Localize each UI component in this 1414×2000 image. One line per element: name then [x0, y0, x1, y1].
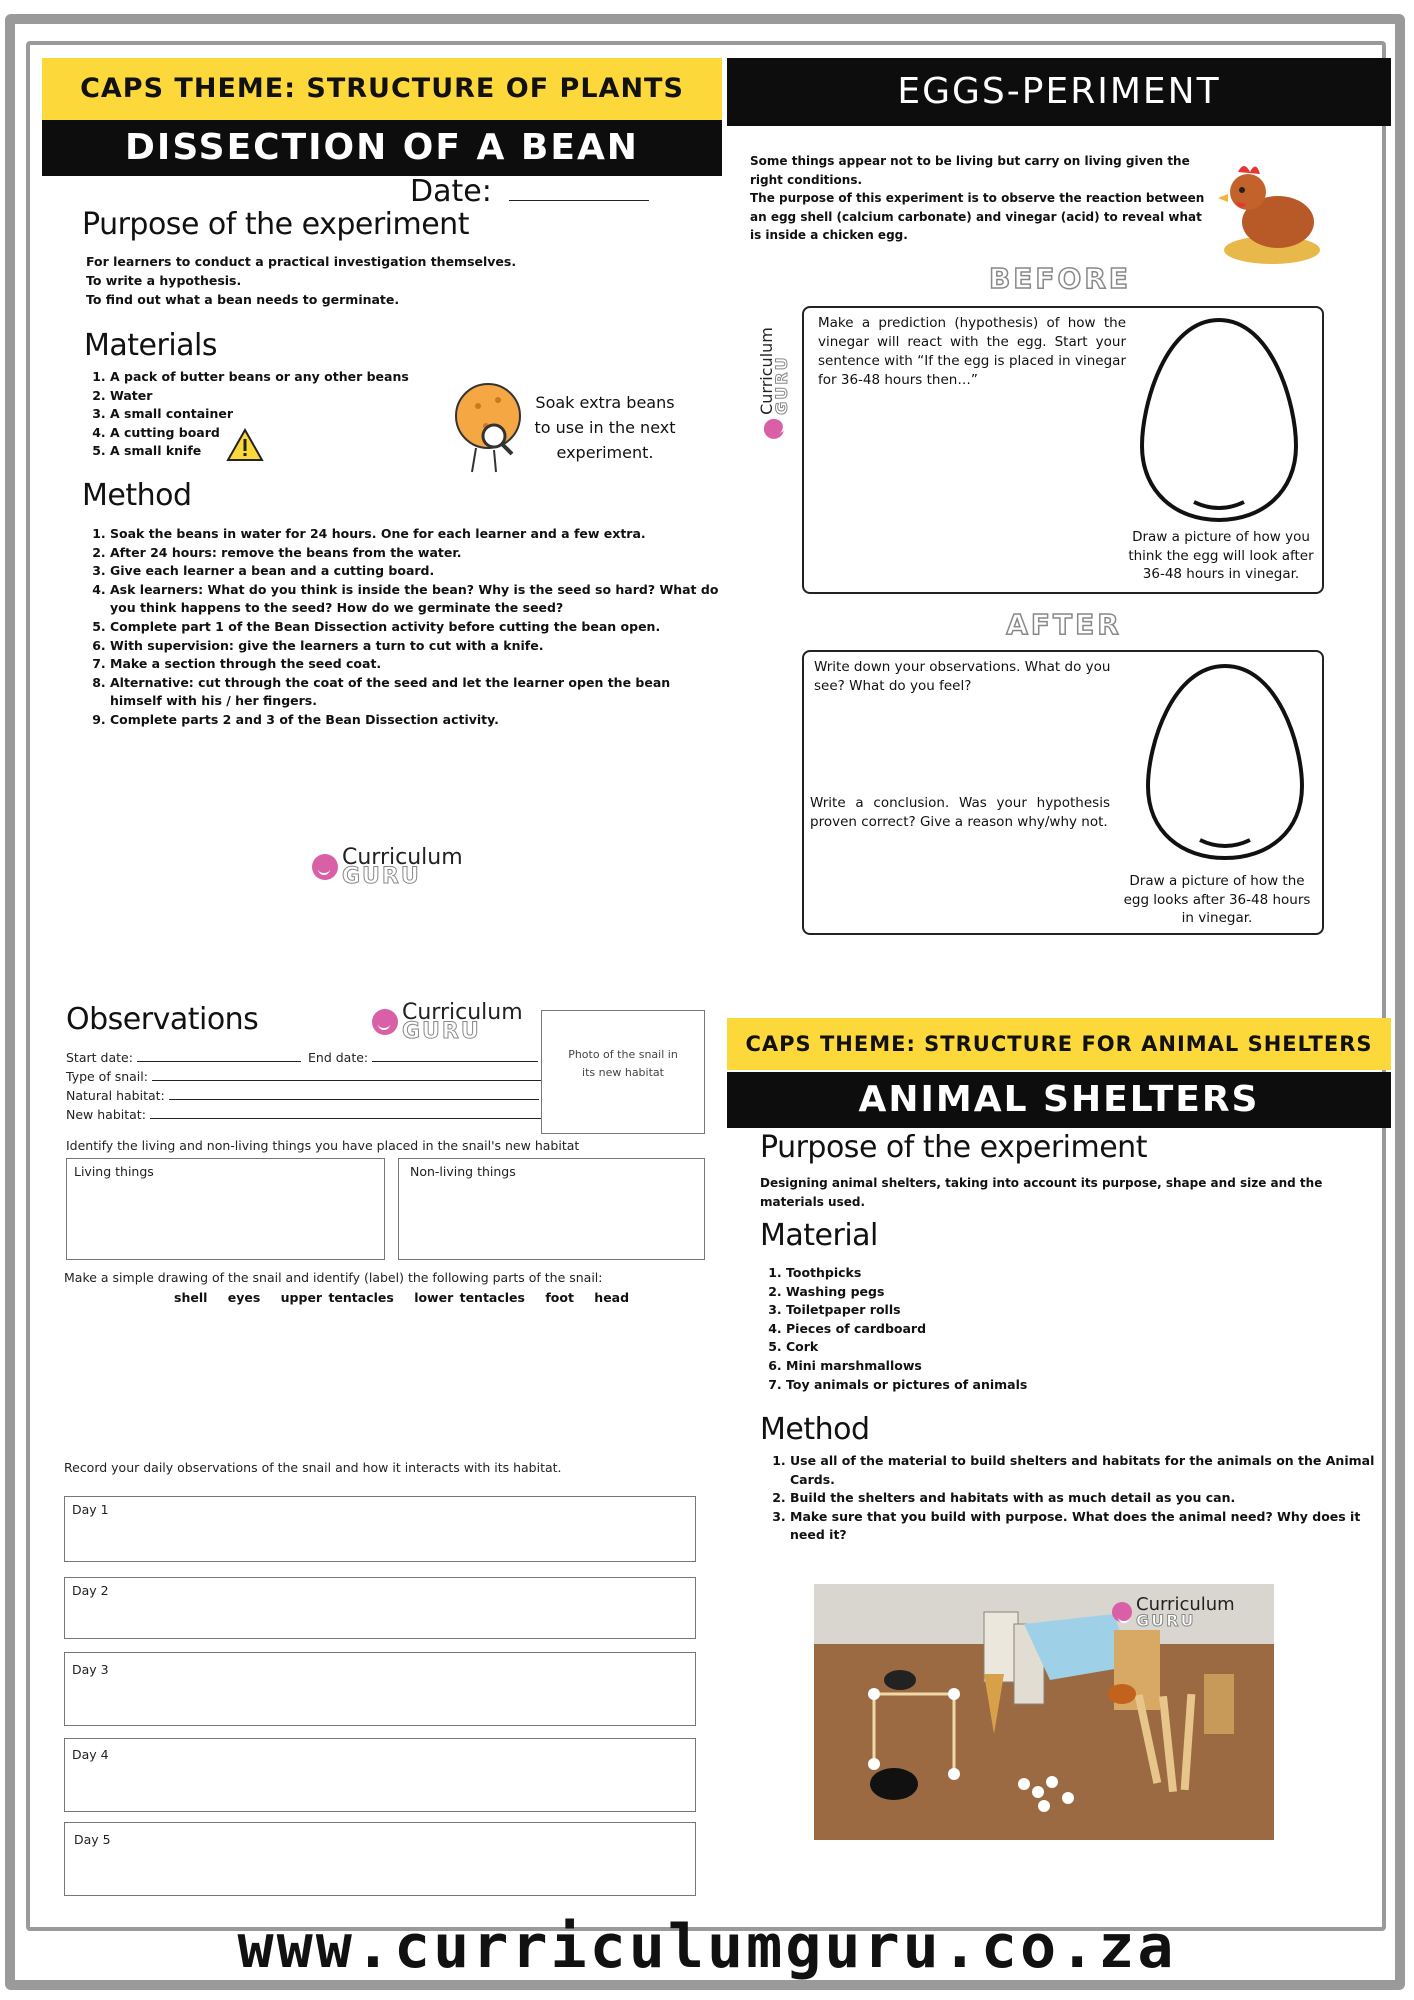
eggs-intro-line: Some things appear not to be living but carry on living given the right conditions.	[750, 154, 1190, 187]
theme-banner-animal-shelters: CAPS THEME: STRUCTURE FOR ANIMAL SHELTERS	[727, 1018, 1391, 1070]
logo-face-icon	[372, 1009, 398, 1035]
shelters-method-heading: Method	[760, 1412, 870, 1447]
after-caption: Draw a picture of how the egg looks after 36-48 hours in vinegar.	[1123, 873, 1311, 926]
new-habitat-field[interactable]	[66, 1107, 542, 1122]
drawing-prompt: Make a simple drawing of the snail and identify (label) the following parts of the snail:	[64, 1270, 603, 1285]
hen-icon	[1216, 150, 1326, 270]
part-lower-tentacles: lower tentacles	[414, 1290, 525, 1305]
title-dissection-bean: DISSECTION OF A BEAN	[42, 120, 722, 176]
egg-drawing-before	[1136, 314, 1302, 526]
part-eyes: eyes	[227, 1290, 261, 1305]
method-heading: Method	[82, 478, 192, 513]
start-date-label: Start date:	[66, 1050, 133, 1065]
snail-parts	[174, 1290, 629, 1305]
shelters-material-heading: Material	[760, 1218, 878, 1253]
day-label: Day 5	[74, 1832, 111, 1847]
day-label: Day 1	[72, 1502, 109, 1517]
day-box[interactable]	[64, 1738, 696, 1812]
material-item: 1. Toothpicks	[786, 1264, 1027, 1283]
after-conclusion: Write a conclusion. Was your hypothesis proven correct? Give a reason why/why not.	[810, 795, 1110, 830]
method-step: 3. Make sure that you build with purpose. What does the animal need? Why does it need it?	[790, 1508, 1394, 1545]
logo-word2: GURU	[402, 1019, 481, 1044]
method-step: 3. Give each learner a bean and a cutting board.	[110, 562, 720, 581]
logo-vertical	[748, 326, 808, 436]
non-living-things-label: Non-living things	[410, 1164, 516, 1179]
identify-prompt: Identify the living and non-living things you have placed in the snail's new habitat	[66, 1138, 580, 1153]
purpose-list	[86, 252, 516, 309]
purpose-line: For learners to conduct a practical investigation themselves.	[86, 254, 517, 269]
soak-note: Soak extra beans to use in the next experiment.	[534, 393, 676, 462]
method-step: 2. Build the shelters and habitats with as much detail as you can.	[790, 1489, 1394, 1508]
end-date-field[interactable]	[308, 1050, 538, 1065]
part-foot: foot	[545, 1290, 574, 1305]
after-label: AFTER	[1006, 608, 1122, 641]
theme-banner-plants: CAPS THEME: STRUCTURE OF PLANTS	[42, 58, 722, 120]
material-item: 3. A small container	[110, 405, 409, 424]
logo-word2: GURU	[1136, 1611, 1196, 1630]
snail-type-label: Type of snail:	[66, 1069, 148, 1084]
material-item: 2. Washing pegs	[786, 1283, 1027, 1302]
method-step: 4. Ask learners: What do you think is inside the bean? Why is the seed so hard? What do you think happens to the seed? How do we germinate the seed?	[110, 581, 720, 618]
method-step: 1. Use all of the material to build shelters and habitats for the animals on the Animal Cards.	[790, 1452, 1394, 1489]
start-date-field[interactable]	[66, 1050, 301, 1065]
new-habitat-label: New habitat:	[66, 1107, 146, 1122]
start-date-line	[137, 1061, 301, 1062]
curriculum-guru-logo	[757, 327, 791, 439]
before-prompt: Make a prediction (hypothesis) of how the vinegar will react with the egg. Start your sentence with “If the egg is placed in vinegar for 36-48 hours then…”	[818, 315, 1126, 388]
method-step: 8. Alternative: cut through the coat of the seed and let the learner open the bean himself with his / her fingers.	[110, 674, 720, 711]
method-step: 7. Make a section through the seed coat.	[110, 655, 720, 674]
shelters-material-list	[760, 1264, 1027, 1394]
eggs-intro	[750, 152, 1210, 245]
method-step: 6. With supervision: give the learners a turn to cut with a knife.	[110, 637, 720, 656]
photo-box-caption: Photo of the snail in its new habitat	[568, 1048, 678, 1079]
bean-magnifier-icon	[450, 378, 530, 478]
curriculum-guru-logo	[372, 1000, 523, 1044]
egg-drawing-after	[1142, 660, 1308, 864]
material-item: 7. Toy animals or pictures of animals	[786, 1376, 1027, 1395]
material-item: 5. A small knife	[110, 442, 409, 461]
record-prompt: Record your daily observations of the snail and how it interacts with its habitat.	[64, 1460, 562, 1475]
logo-word1: Curriculum	[342, 845, 463, 870]
material-item: 1. A pack of butter beans or any other beans	[110, 368, 409, 387]
shelters-purpose-heading: Purpose of the experiment	[760, 1130, 1147, 1165]
part-head: head	[594, 1290, 630, 1305]
title-animal-shelters: ANIMAL SHELTERS	[727, 1072, 1391, 1128]
day-label: Day 3	[72, 1662, 109, 1677]
logo-face-icon	[1112, 1602, 1132, 1622]
day-label: Day 4	[72, 1747, 109, 1762]
day-box[interactable]	[64, 1822, 696, 1896]
eggs-purpose: The purpose of this experiment is to observe the reaction between an egg shell (calcium carbonate) and vinegar (acid) to reveal what is inside a chicken egg.	[750, 191, 1205, 242]
purpose-line: To write a hypothesis.	[86, 273, 242, 288]
method-step: 1. Soak the beans in water for 24 hours. One for each learner and a few extra.	[110, 525, 720, 544]
day-label: Day 2	[72, 1583, 109, 1598]
warning-icon	[226, 428, 264, 462]
part-upper-tentacles: upper tentacles	[280, 1290, 394, 1305]
after-prompt: Write down your observations. What do you see? What do you feel?	[814, 659, 1111, 694]
method-step: 2. After 24 hours: remove the beans from the water.	[110, 544, 720, 563]
natural-habitat-line	[169, 1099, 539, 1100]
logo-word2: GURU	[771, 355, 791, 415]
material-item: 3. Toiletpaper rolls	[786, 1301, 1027, 1320]
new-habitat-line	[150, 1118, 542, 1119]
material-item: 6. Mini marshmallows	[786, 1357, 1027, 1376]
day-box[interactable]	[64, 1577, 696, 1639]
date-line	[509, 200, 649, 201]
logo-face-icon	[764, 419, 784, 439]
date-label: Date:	[410, 174, 492, 209]
natural-habitat-label: Natural habitat:	[66, 1088, 165, 1103]
material-item: 4. Pieces of cardboard	[786, 1320, 1027, 1339]
purpose-line: To find out what a bean needs to germinate.	[86, 292, 400, 307]
observations-heading: Observations	[66, 1002, 259, 1037]
curriculum-guru-logo	[312, 845, 463, 889]
logo-word2: GURU	[342, 864, 421, 889]
title-eggsperiment: EGGS-PERIMENT	[727, 58, 1391, 126]
living-things-label: Living things	[74, 1164, 154, 1179]
footer-url[interactable]: www.curriculumguru.co.za	[237, 1912, 1177, 1982]
shelters-purpose: Designing animal shelters, taking into account its purpose, shape and size and the materials used.	[760, 1176, 1323, 1209]
before-caption: Draw a picture of how you think the egg will look after 36-48 hours in vinegar.	[1128, 529, 1314, 582]
method-step: 9. Complete parts 2 and 3 of the Bean Dissection activity.	[110, 711, 720, 730]
logo-word1: Curriculum	[756, 327, 776, 415]
logo-word1: Curriculum	[402, 1000, 523, 1025]
shelters-method-list	[764, 1452, 1394, 1545]
end-date-label: End date:	[308, 1050, 369, 1065]
materials-heading: Materials	[84, 328, 218, 363]
before-label: BEFORE	[988, 262, 1132, 295]
method-step: 5. Complete part 1 of the Bean Dissection activity before cutting the bean open.	[110, 618, 720, 637]
part-shell: shell	[174, 1290, 208, 1305]
material-item: 2. Water	[110, 387, 409, 406]
date-field[interactable]	[410, 174, 649, 209]
method-list	[84, 525, 720, 730]
logo-word1: Curriculum	[1136, 1594, 1235, 1615]
snail-type-field[interactable]	[66, 1069, 544, 1084]
day-box[interactable]	[64, 1496, 696, 1562]
purpose-heading: Purpose of the experiment	[82, 207, 469, 242]
end-date-line	[372, 1061, 538, 1062]
logo-face-icon	[312, 854, 338, 880]
material-item: 5. Cork	[786, 1338, 1027, 1357]
snail-type-line	[152, 1080, 544, 1081]
natural-habitat-field[interactable]	[66, 1088, 539, 1103]
material-item: 4. A cutting board	[110, 424, 409, 443]
day-box[interactable]	[64, 1652, 696, 1726]
curriculum-guru-logo	[1112, 1594, 1235, 1630]
